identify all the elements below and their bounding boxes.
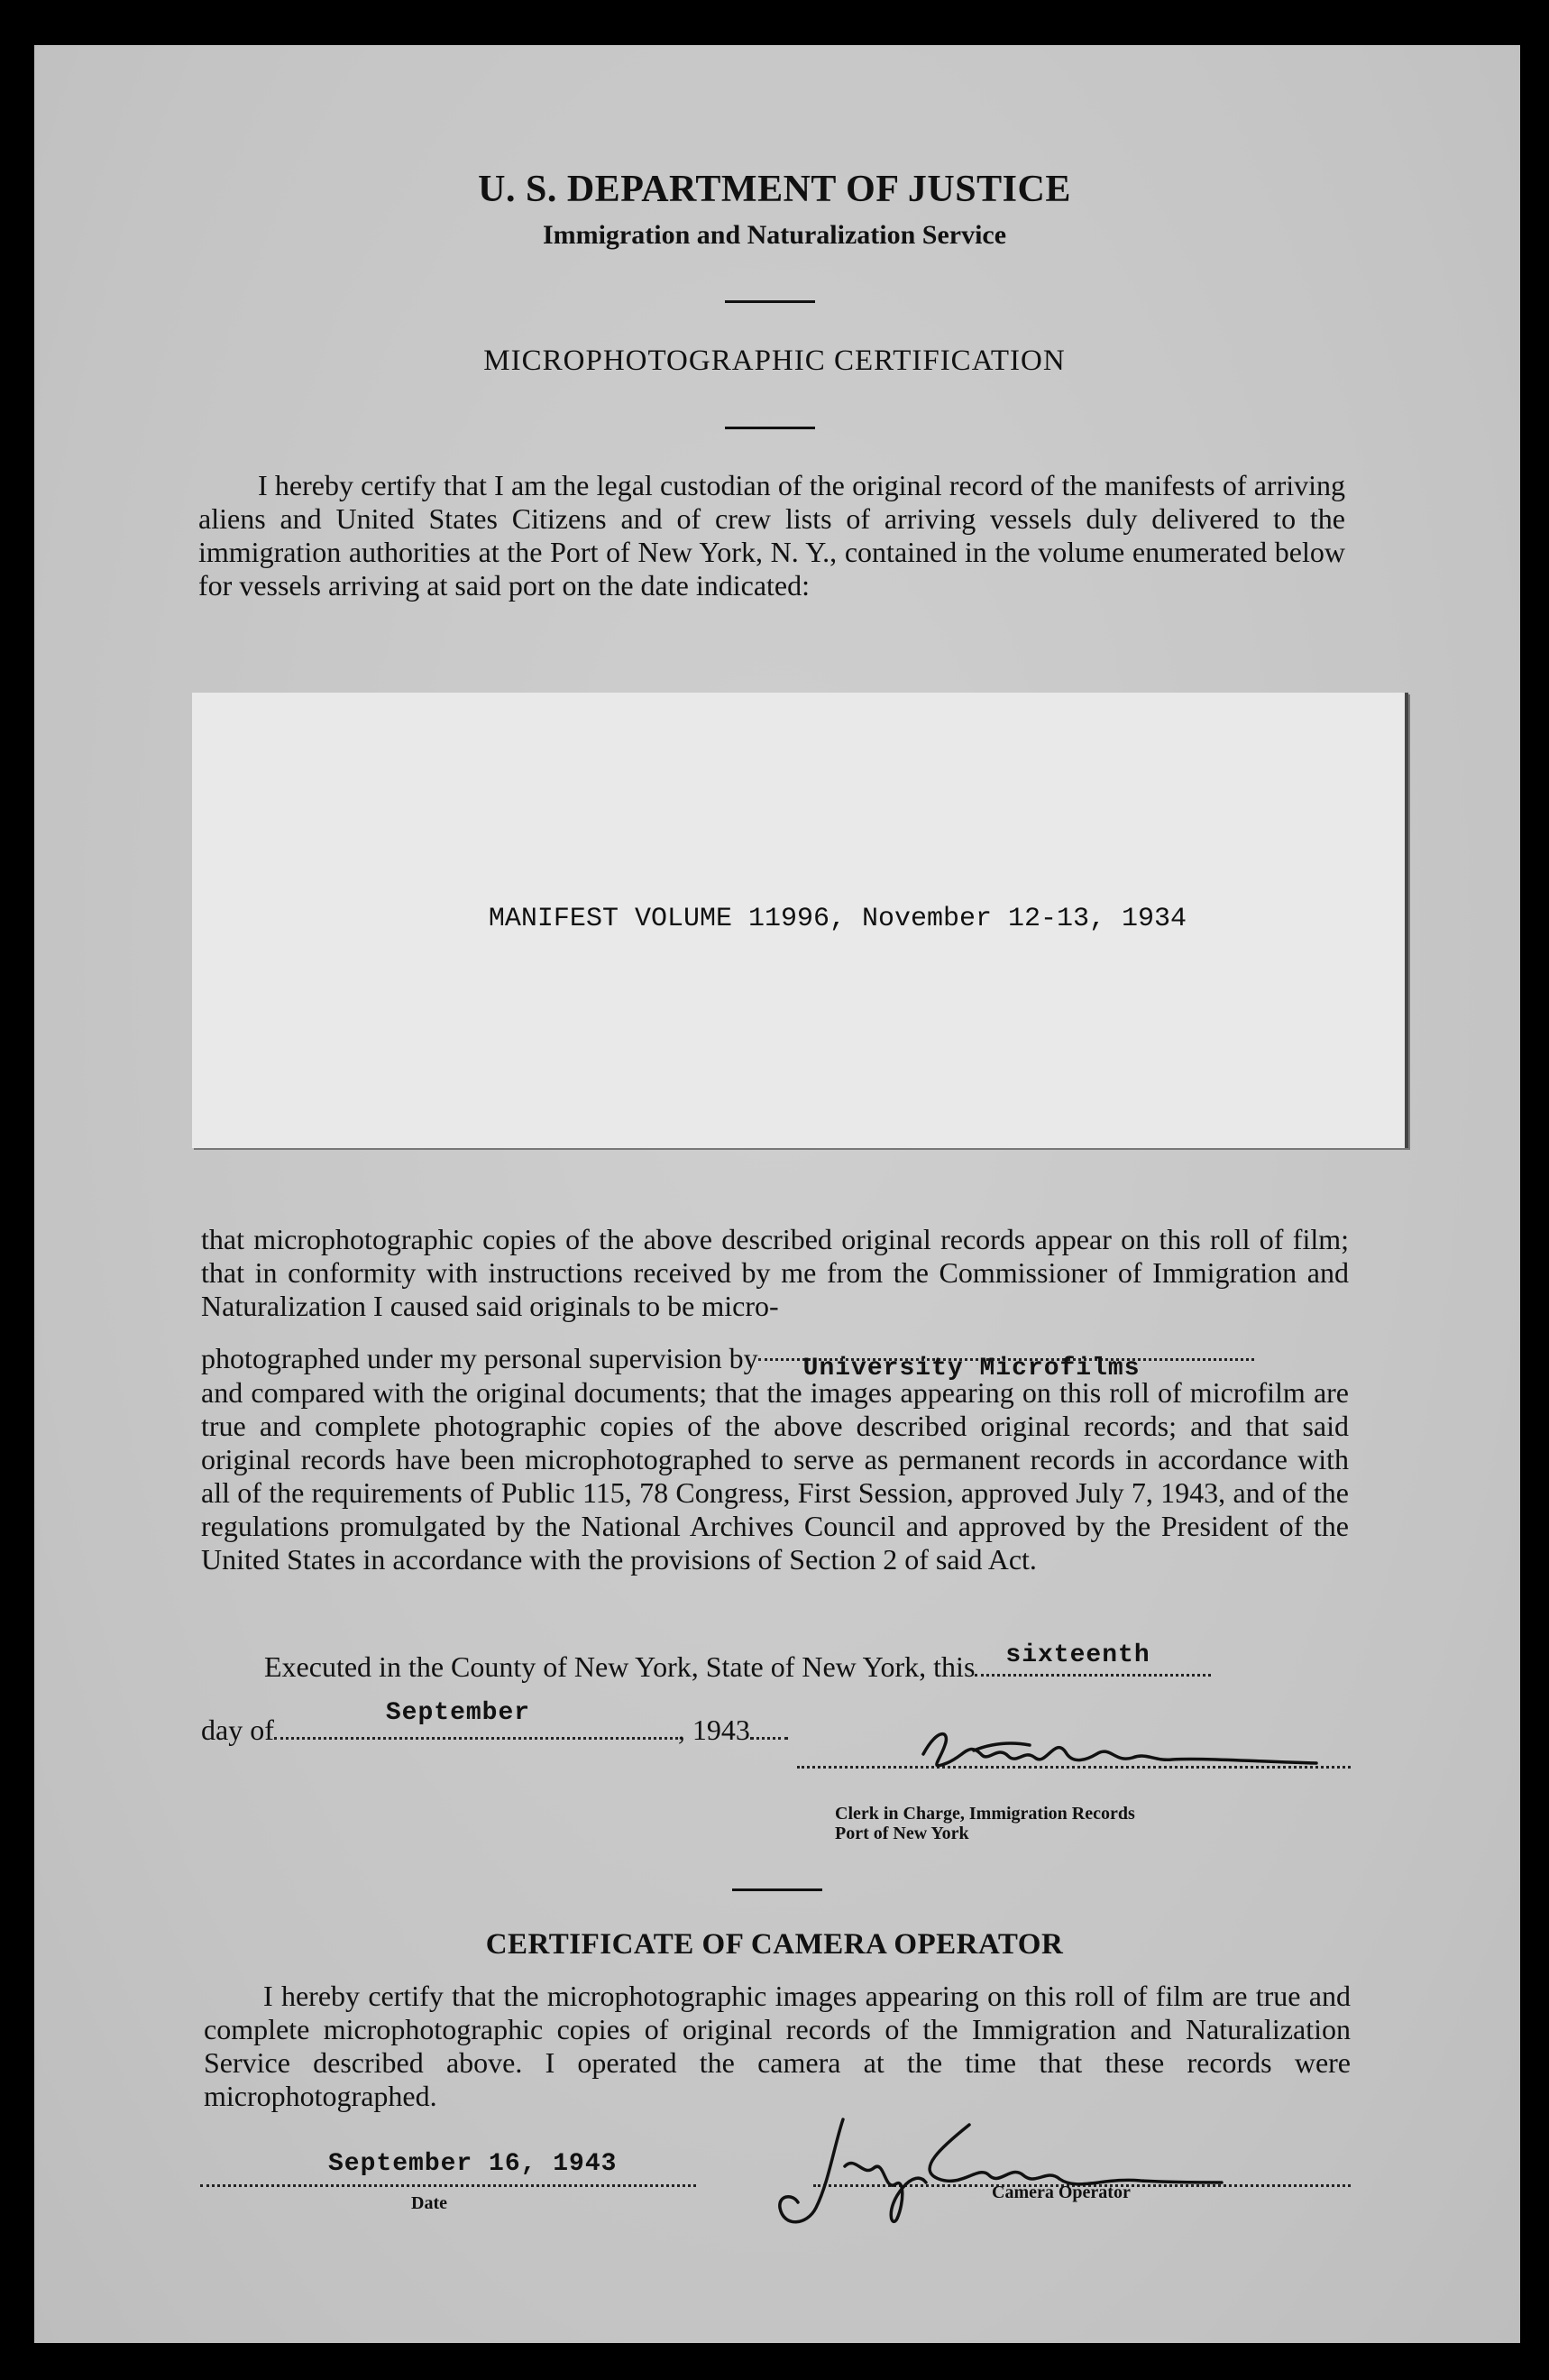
date-line [200, 2184, 696, 2187]
photographed-by-field [758, 1355, 1254, 1383]
camera-operator-label: Camera Operator [992, 2182, 1131, 2202]
month-field [274, 1699, 678, 1740]
day-field [975, 1641, 1211, 1677]
clerk-title-line2: Port of New York [835, 1824, 969, 1843]
day-of-line [201, 1699, 922, 1747]
day-value: sixteenth [1005, 1641, 1150, 1669]
year-value: , 1943 [677, 1714, 750, 1746]
operator-certificate-paragraph: I hereby certify that the microphotographic images appearing on this roll of film are true and complete microphotographic copies of original records of the Immigration and Naturalization Service described above. I operated the camera at the time that these records were microphotographed. [204, 1980, 1351, 2112]
title-divider-top [725, 300, 815, 303]
executed-label: Executed in the County of New York, State of New York, this [264, 1650, 976, 1683]
clerk-title-line1: Clerk in Charge, Immigration Records [835, 1804, 1135, 1824]
photographed-by-line [201, 1342, 1349, 1383]
service-subheading: Immigration and Naturalization Service [542, 220, 1007, 250]
day-of-label: day of [201, 1714, 274, 1746]
department-heading: U. S. DEPARTMENT OF JUSTICE [478, 169, 1071, 210]
title-divider-bottom [725, 427, 815, 429]
photographed-by-value: University Microfilms [802, 1355, 1141, 1383]
body-paragraph-part1: that microphotographic copies of the above described original records appear on this roll of film; that in conformity with instructions received by me from the Commissioner of Immigration and Naturalization I caused said originals to be micro- [201, 1223, 1349, 1322]
operator-signature [762, 2101, 1231, 2237]
certification-title: MICROPHOTOGRAPHIC CERTIFICATION [483, 345, 1066, 377]
clerk-signature [911, 1718, 1325, 1786]
operator-certificate-title: CERTIFICATE OF CAMERA OPERATOR [485, 1928, 1064, 1961]
record-card-text: MANIFEST VOLUME 11996, November 12-13, 1934 [488, 904, 1187, 934]
section-divider [732, 1888, 822, 1891]
certificate-date-value: September 16, 1943 [328, 2150, 618, 2178]
month-value: September [385, 1699, 531, 1727]
executed-line [264, 1641, 1346, 1684]
body-paragraph-part2: and compared with the original documents; that the images appearing on this roll of microfilm are true and complete photographic copies of the above described original records; and that said original records have been microphotographed to serve as permanent records in accordance with all of the requirements of Public 115, 78 Congress, First Session, approved July 7, 1943, and of the regulations promulgated by the National Archives Council and approved by the President of the United States in accordance with the provisions of Section 2 of said Act. [201, 1376, 1349, 1576]
photographed-by-label: photographed under my personal supervision by [201, 1342, 758, 1374]
intro-paragraph: I hereby certify that I am the legal custodian of the original record of the manifests of arriving aliens and United States Citizens and of crew lists of arriving vessels duly delivered to the immigration authorities at the Port of New York, N. Y., contained in the volume enumerated below for vessels arriving at said port on the date indicated: [198, 469, 1345, 602]
date-label: Date [411, 2193, 447, 2213]
